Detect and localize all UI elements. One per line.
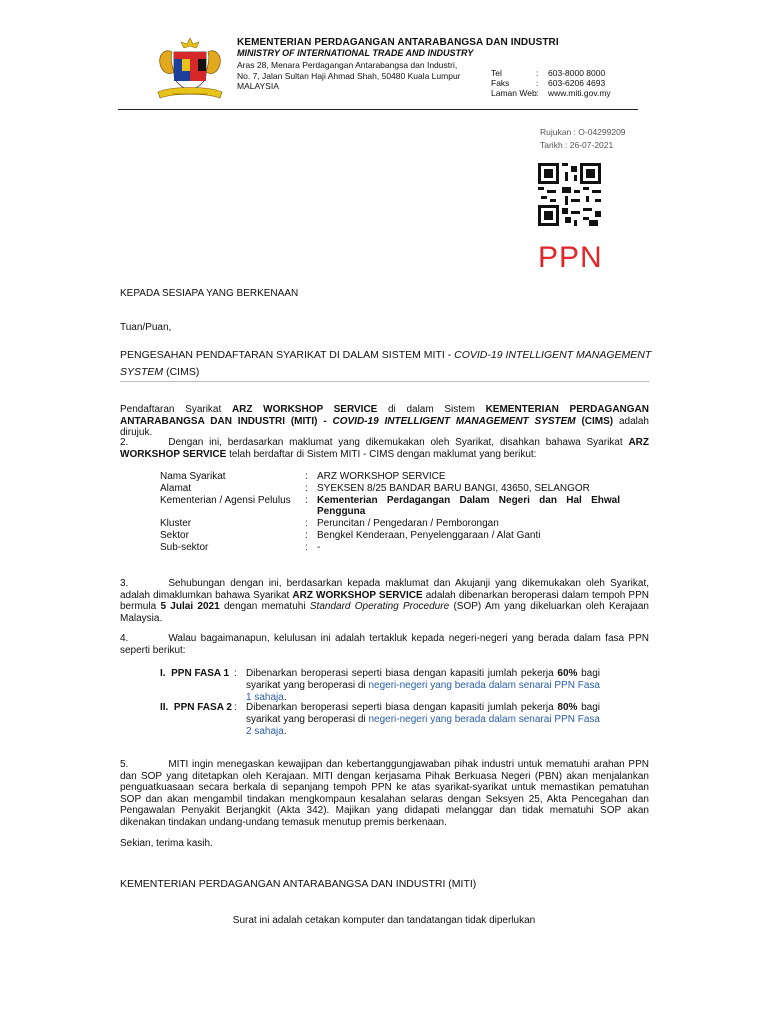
subject-system-name: COVID-19 INTELLIGENT MANAGEMENT SYSTEM	[120, 349, 652, 378]
paragraph-2: 2. Dengan ini, berdasarkan maklumat yang dikemukakan oleh Syarikat, disahkan bahawa Syarikat ARZ WORKSHOP SERVICE telah berdaftar di Sistem MITI - CIMS dengan maklumat yang berikut:	[120, 437, 649, 460]
ministry-address	[237, 60, 497, 92]
company-name: ARZ WORKSHOP SERVICE	[120, 437, 649, 460]
paragraph-4: 4. Walau bagaimanapun, kelulusan ini adalah tertakluk kepada negeri-negeri yang berada dalam fasa PPN seperti berikut:	[120, 633, 649, 656]
ministry-name-malay: KEMENTERIAN PERDAGANGAN ANTARABANGSA DAN INDUSTRI	[237, 37, 559, 48]
footer-note: Surat ini adalah cetakan komputer dan tandatangan tidak diperlukan	[232, 915, 536, 926]
contact-label: Faks	[491, 78, 510, 88]
contact-row-tel: Tel : 603-8000 8000	[491, 68, 606, 78]
state-list-link[interactable]: negeri-negeri yang berada dalam senarai PPN Fasa 2 sahaja	[246, 713, 600, 737]
paragraph-5: 5. MITI ingin menegaskan kewajipan dan kebertanggungjawaban pihak industri untuk mematuhi arahan PPN dan SOP yang ditetapkan oleh Kerajaan. MITI dengan kerjasama Pihak Berkuasa Negeri (PBN) akan menjalankan penguatkuasaan secara berkala di sepanjang tempoh PPN ke atas syarikat-syarikat untuk memastikan pematuhan SOP dan akan mengambil tindakan mengkompaun kesalahan selaras dengan Seksyen 25, Akta Pencegahan dan Pengawalan Penyakit Berjangkit (Akta 342). Majikan yang didapati melanggar dan tidak mematuhi SOP akan dikenakan tindakan undang-undang temasuk menutup premis berkenaan.	[120, 759, 649, 828]
contact-row-web: Laman Web: www.miti.gov.my	[491, 88, 611, 98]
start-date: 5 Julai 2021	[160, 601, 220, 612]
detail-row: Sektor : Bengkel Kenderaan, Penyelenggaraan / Alat Ganti	[160, 529, 541, 541]
recipient: KEPADA SESIAPA YANG BERKENAAN	[120, 288, 299, 299]
detail-row: Alamat : SYEKSEN 8/25 BANDAR BARU BANGI, 43650, SELANGOR	[160, 482, 590, 494]
contact-row-fax: Faks : 603-6206 4693	[491, 78, 606, 88]
subject-part: (CIMS)	[163, 366, 200, 378]
signatory: KEMENTERIAN PERDAGANGAN ANTARABANGSA DAN INDUSTRI (MITI)	[120, 878, 477, 890]
ppn-phase-1: I. PPN FASA 1 : Dibenarkan beroperasi seperti biasa dengan kapasiti jumlah pekerja 60% bagi syarikat yang beroperasi di negeri-negeri yang berada dalam senarai PPN Fasa 1 sahaja.	[160, 668, 601, 703]
ppn-stamp: PPN	[538, 241, 603, 274]
company-details	[160, 471, 620, 554]
subject-heading	[120, 347, 652, 381]
address-line-1: Aras 28, Menara Perdagangan Antarabangsa dan Industri,	[237, 60, 458, 70]
address-line-2: No. 7, Jalan Sultan Haji Ahmad Shah, 50480 Kuala Lumpur	[237, 70, 461, 81]
contact-value: 603-8000 8000	[548, 68, 606, 78]
ppn-phase-2: II. PPN FASA 2 : Dibenarkan beroperasi seperti biasa dengan kapasiti jumlah pekerja 80% bagi syarikat yang beroperasi di negeri-negeri yang berada dalam senarai PPN Fasa 2 sahaja.	[160, 702, 601, 737]
contact-value: www.miti.gov.my	[548, 88, 611, 98]
contact-block	[491, 68, 611, 98]
contact-value: 603-6206 4693	[548, 78, 606, 88]
reference-number: Rujukan : O-04299209	[540, 127, 626, 137]
paragraph-3: 3. Sehubungan dengan ini, berdasarkan kepada maklumat dan Akujanji yang dikemukakan oleh Syarikat, adalah dimaklumkan bahawa Syarikat ARZ WORKSHOP SERVICE adalah dibenarkan beroperasi dalam tempoh PPN bermula 5 Julai 2021 dengan mematuhi Standard Operating Procedure (SOP) Am yang dikeluarkan oleh Kerajaan Malaysia.	[120, 578, 649, 624]
detail-row: Kementerian / Agensi Pelulus : Kementerian Perdagangan Dalam Negeri dan Hal Ehwal Pengguna	[160, 494, 620, 518]
company-name: ARZ WORKSHOP SERVICE	[292, 589, 423, 601]
detail-row: Kluster : Peruncitan / Pengedaran / Pemborongan	[160, 518, 499, 530]
salutation: Tuan/Puan,	[120, 322, 172, 333]
contact-label: Laman Web	[491, 88, 537, 98]
reference-block	[540, 126, 626, 152]
detail-row: Nama Syarikat : ARZ WORKSHOP SERVICE	[160, 471, 446, 482]
paragraph-1: Pendaftaran Syarikat ARZ WORKSHOP SERVICE di dalam Sistem KEMENTERIAN PERDAGANGAN ANTARABANGSA DAN INDUSTRI (MITI) - COVID-19 INTELLIGENT MANAGEMENT SYSTEM (CIMS) adalah dirujuk.	[120, 404, 650, 438]
company-name: ARZ WORKSHOP SERVICE	[231, 404, 378, 415]
closing-remark: Sekian, terima kasih.	[120, 838, 213, 849]
ministry-name-english: MINISTRY OF INTERNATIONAL TRADE AND INDUSTRY	[237, 48, 474, 58]
header-divider	[118, 109, 638, 110]
reference-date: Tarikh : 26-07-2021	[540, 140, 614, 150]
contact-label: Tel	[491, 68, 502, 78]
subject-divider	[120, 381, 649, 382]
qr-code	[538, 163, 601, 226]
capacity-percent: 60%	[557, 668, 578, 679]
detail-row: Sub-sektor : -	[160, 541, 321, 553]
malaysia-coat-of-arms-logo	[152, 36, 228, 104]
capacity-percent: 80%	[557, 702, 578, 713]
subject-part: PENGESAHAN PENDAFTARAN SYARIKAT DI DALAM SISTEM MITI -	[120, 349, 455, 361]
state-list-link[interactable]: negeri-negeri yang berada dalam senarai PPN Fasa 1 sahaja	[246, 679, 600, 703]
address-line-3: MALAYSIA	[237, 81, 279, 91]
